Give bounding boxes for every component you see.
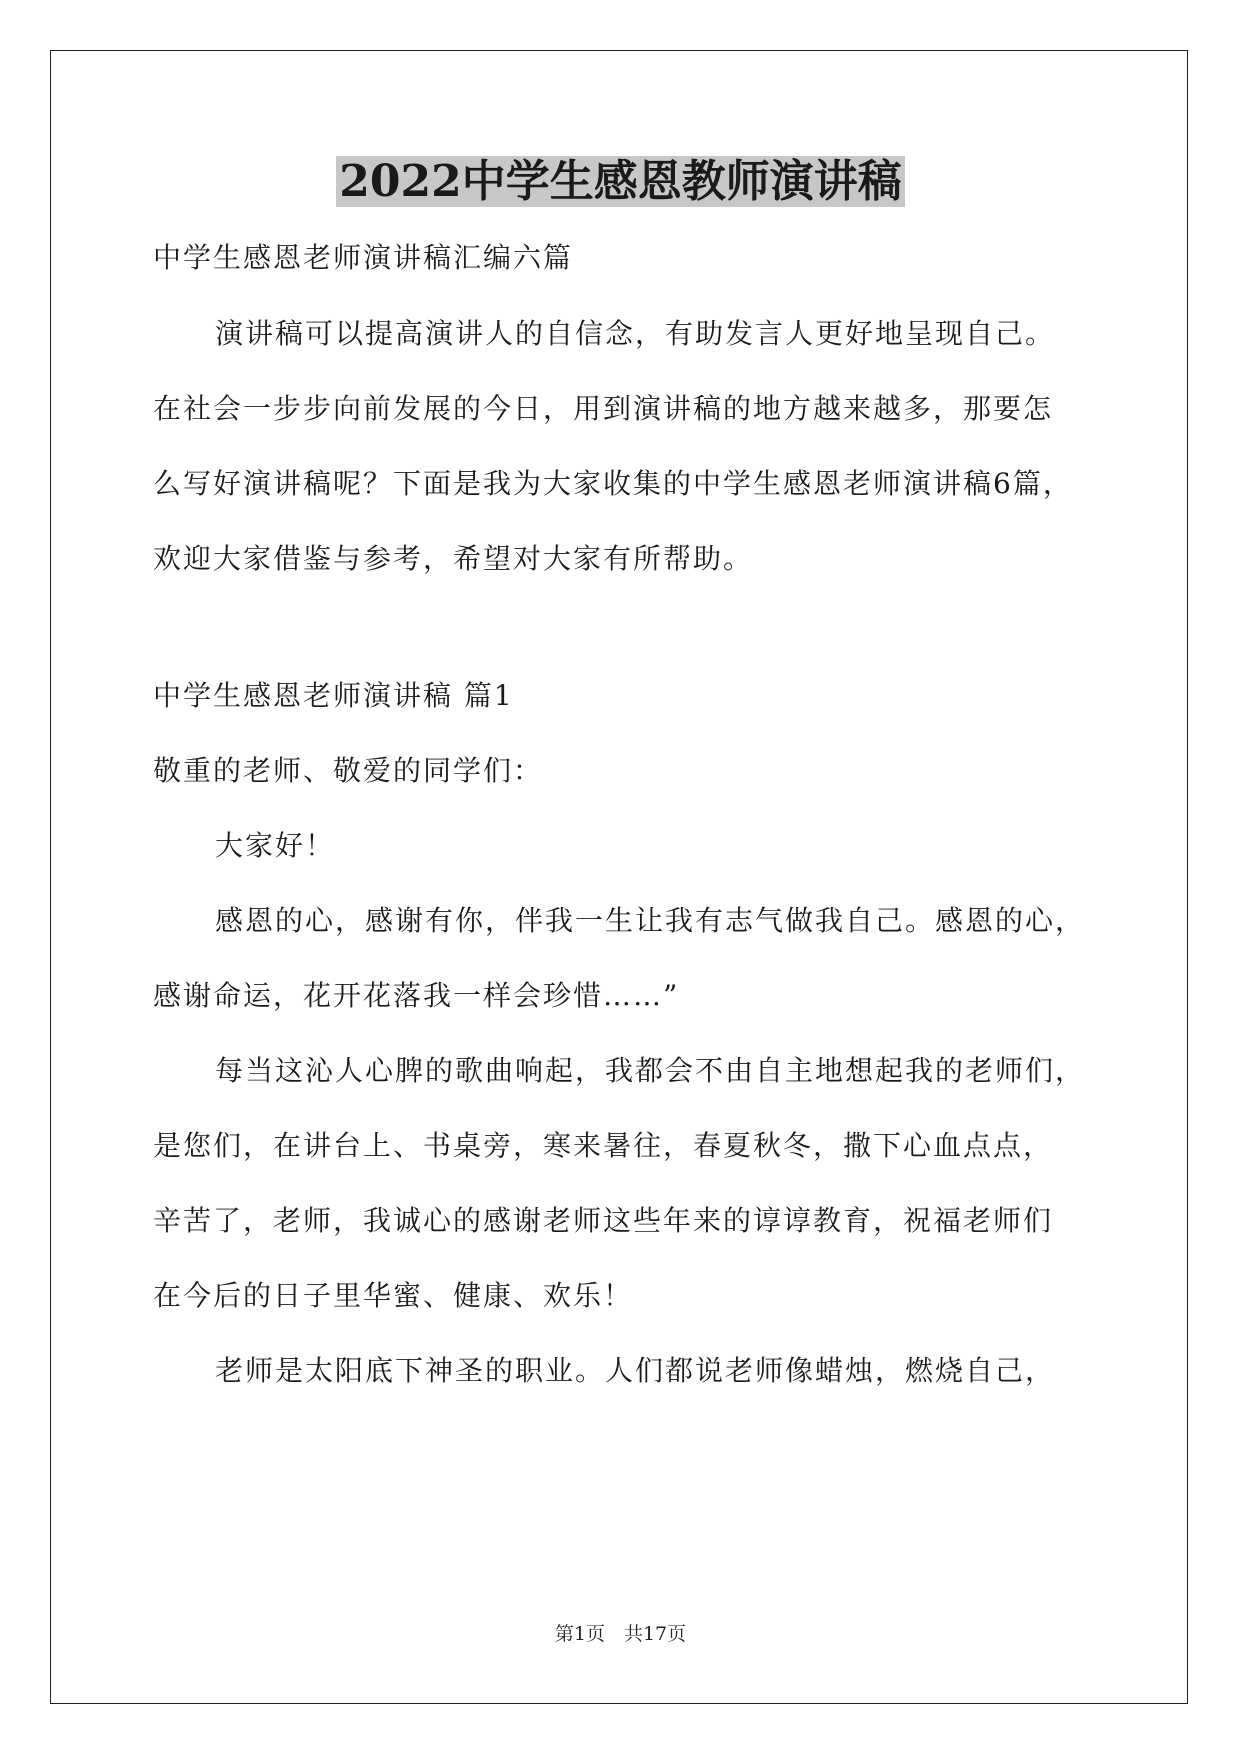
body-line: 是您们，在讲台上、书桌旁，寒来暑往，春夏秋冬，撒下心血点点， — [153, 1129, 1054, 1162]
body-line: 辛苦了，老师，我诚心的感谢老师这些年来的谆谆教育，祝福老师们 — [153, 1204, 1054, 1237]
intro-line: 么写好演讲稿呢？下面是我为大家收集的中学生感恩老师演讲稿6篇， — [153, 467, 1073, 500]
body-line: 感恩的心，感谢有你，伴我一生让我有志气做我自己。感恩的心， — [215, 904, 1086, 937]
intro-line: 欢迎大家借鉴与参考，希望对大家有所帮助。 — [153, 542, 754, 575]
section-heading: 中学生感恩老师演讲稿 篇1 — [153, 679, 514, 712]
page-number: 第1页 共17页 — [554, 1623, 687, 1645]
body-line: 每当这沁人心脾的歌曲响起，我都会不由自主地想起我的老师们， — [215, 1054, 1086, 1087]
body-line: 在今后的日子里华蜜、健康、欢乐！ — [153, 1279, 634, 1312]
document-title — [0, 152, 1241, 212]
salutation: 敬重的老师、敬爱的同学们： — [153, 754, 544, 787]
body-line: 感谢命运，花开花落我一样会珍惜……” — [153, 979, 680, 1012]
body-line: 老师是太阳底下神圣的职业。人们都说老师像蜡烛，燃烧自己， — [215, 1354, 1056, 1387]
document-title-text: 2022中学生感恩教师演讲稿 — [336, 156, 904, 207]
intro-line: 演讲稿可以提高演讲人的自信念，有助发言人更好地呈现自己。 — [215, 317, 1056, 350]
greeting: 大家好！ — [215, 829, 336, 862]
intro-line: 在社会一步步向前发展的今日，用到演讲稿的地方越来越多，那要怎 — [153, 392, 1054, 425]
document-subtitle: 中学生感恩老师演讲稿汇编六篇 — [153, 241, 574, 274]
page-border — [50, 50, 1188, 1704]
